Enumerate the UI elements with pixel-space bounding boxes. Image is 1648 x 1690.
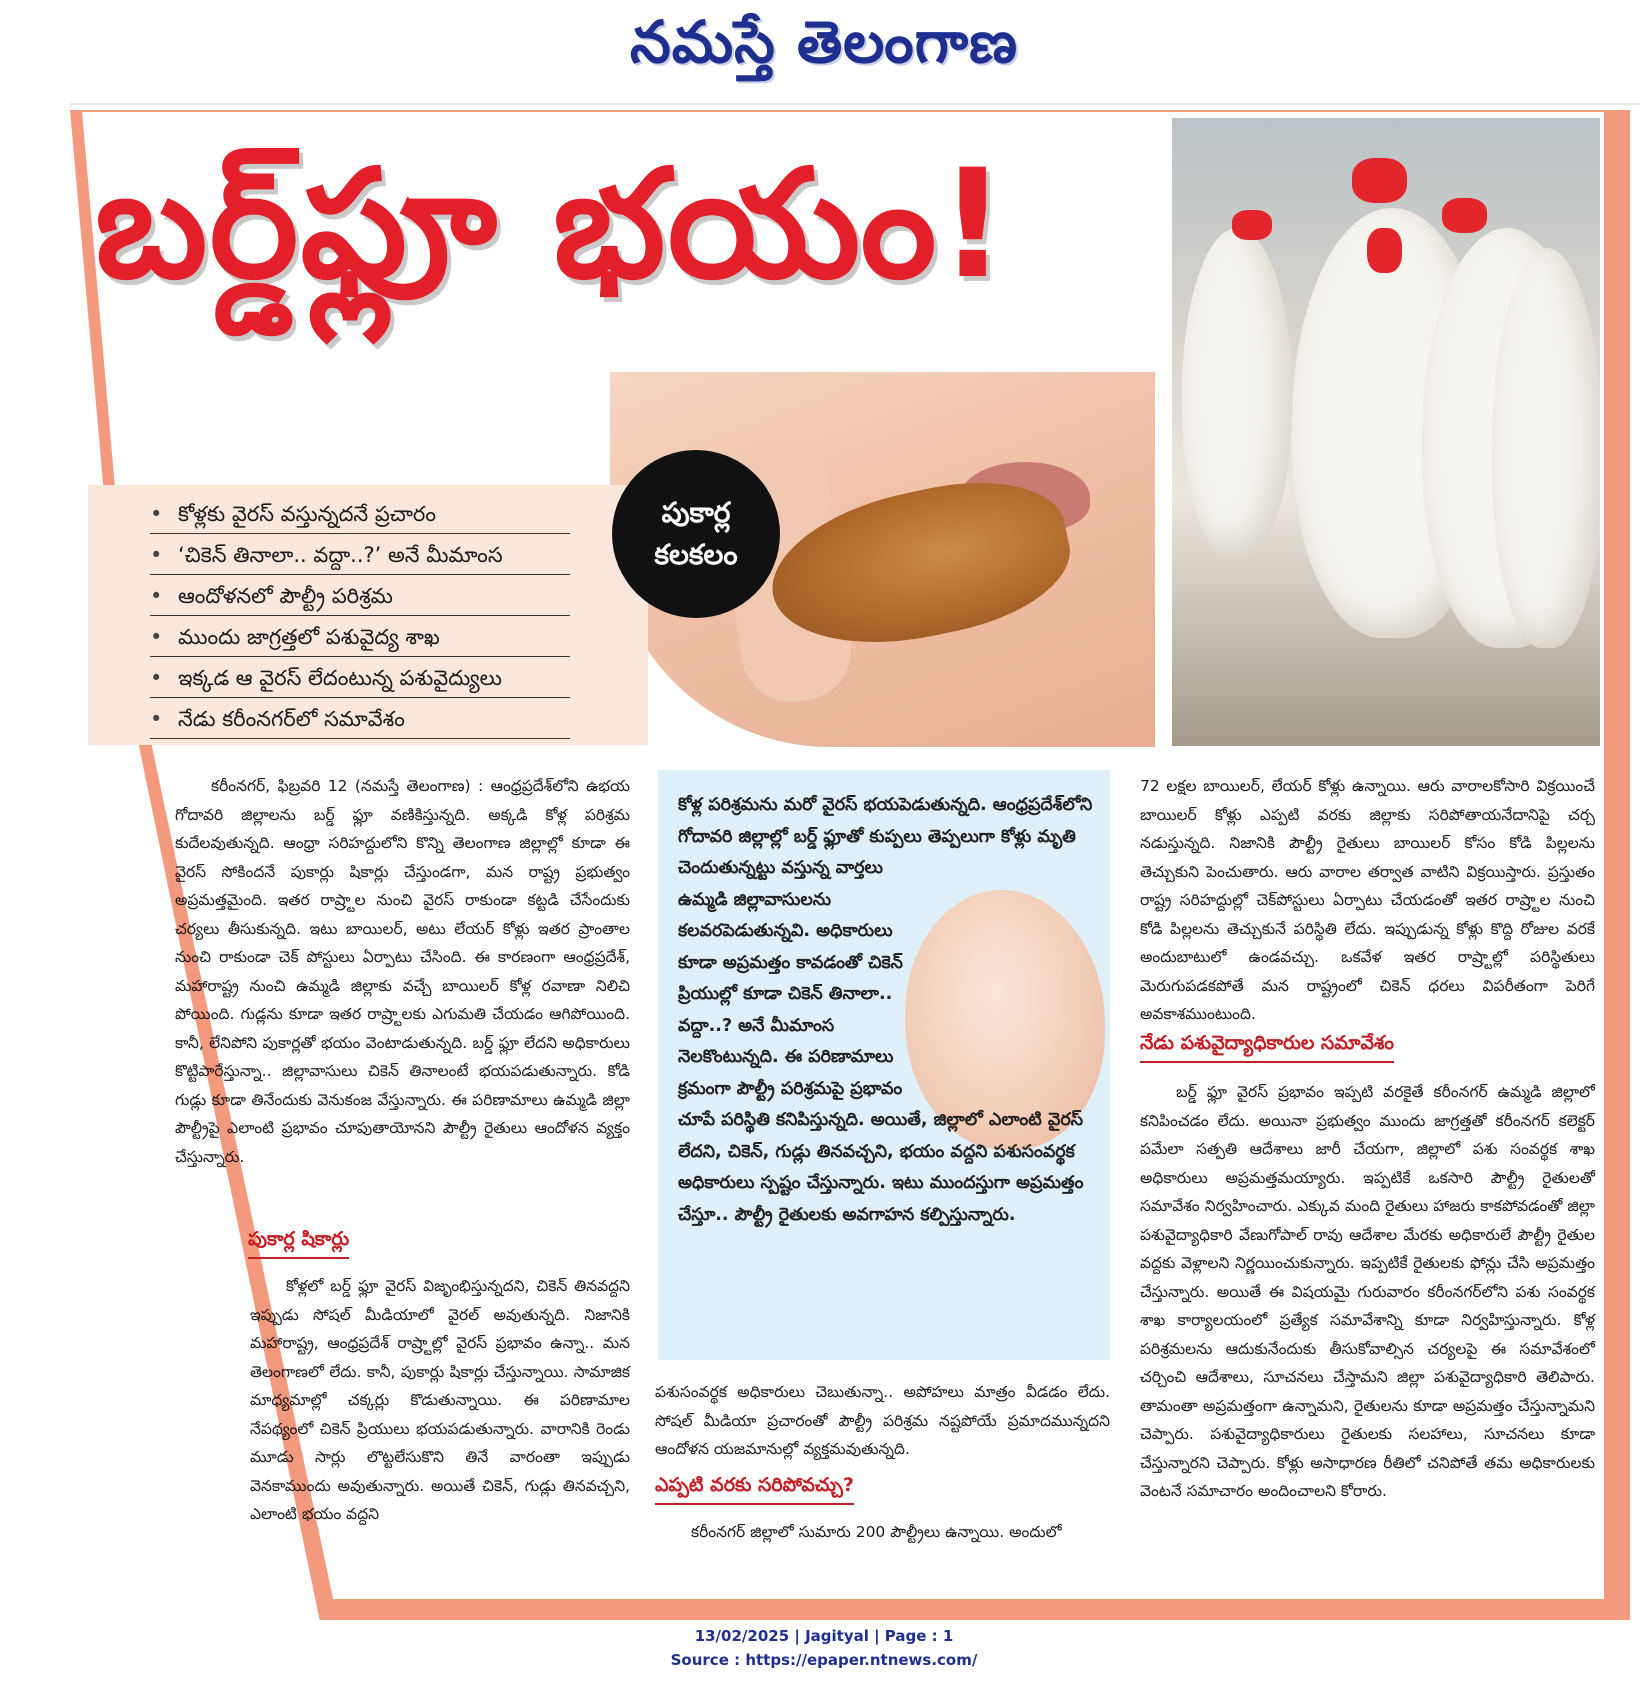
list-item: • ‘చికెన్ తినాలా.. వద్దా..?’ అనే మీమాంస <box>150 536 570 575</box>
column-2-tail-paragraph: కరీంనగర్ జిల్లాలో సుమారు 200 పౌల్ట్రీలు ఉన్నాయి. అందులో <box>691 1523 1062 1541</box>
column-3-bottom <box>1140 1078 1595 1506</box>
badge-line-1: పుకార్ల <box>661 496 731 529</box>
page-footer <box>0 1624 1648 1672</box>
subhead-how-long: ఎప్పటి వరకు సరిపోవచ్చు? <box>655 1474 854 1505</box>
column-2-tail <box>655 1518 1110 1547</box>
lead-paragraph: కరీంనగర్, ఫిబ్రవరి 12 (నమస్తే తెలంగాణ) : ఆంధ్రప్రదేశ్‌లోని ఉభయ గోదావరి జిల్లాలను బర్డ్ ఫ్లూ వణికిస్తున్నది. అక్కడి కోళ్ల పరిశ్రమ కుదేలవుతున్నది. ఆంధ్రా సరిహద్దులోని కొన్ని తెలంగాణ జిల్లాల్లో కూడా ఈ వైరస్ సోకిందనే పుకార్లు షికార్లు చేస్తుండగా, మన రాష్ట్ర ప్రభుత్వం అప్రమత్తమైంది. ఇతర రాష్ర్టాల నుంచి వైరస్ రాకుండా కట్టడి చేసేందుకు చర్యలు తీసుకున్నది. ఇటు బాయిలర్, అటు లేయర్ కోళ్లు ఇతర ప్రాంతాల నుంచి రాకుండా చెక్ పోస్టులు ఏర్పాటు చేసింది. ఈ కారణంగా ఆంధ్రప్రదేశ్, మహారాష్ట్ర నుంచి ఉమ్మడి జిల్లాకు వచ్చే బాయిలర్ కోళ్ల రవాణా నిలిచి పోయింది. గుడ్లను కూడా ఇతర రాష్ర్టాలకు ఎగుమతి చేయడం ఆగిపోయింది. కానీ, లేనిపోని పుకార్లతో భయం వెంటాడుతున్నది. బర్డ్ ఫ్లూ లేదని అధికారులు కొట్టిపారేస్తున్నా.. జిల్లావాసులు చికెన్ తినాలంటే భయపడుతున్నారు. కోడి గుడ్లు కూడా తినేందుకు వెనుకంజ వేస్తున్నారు. ఈ పరిణామాలు ఉమ్మడి జిల్లా పౌల్ట్రీపై ఎలాంటి ప్రభావం చూపుతాయోనని పౌల్ట్రీ రైతులు ఆందోళన వ్యక్తం చేస్తున్నారు. <box>175 777 630 1166</box>
footer-source-line: Source : https://epaper.ntnews.com/ <box>670 1651 978 1669</box>
list-item: • ఇక్కడ ఆ వైరస్ లేదంటున్న పశువైద్యులు <box>150 659 570 698</box>
list-item: • ముందు జాగ్రత్తలో పశువైద్య శాఖ <box>150 618 570 657</box>
meeting-paragraph: బర్డ్ ఫ్లూ వైరస్ ప్రభావం ఇప్పటి వరకైతే కరీంనగర్ ఉమ్మడి జిల్లాలో కనిపించడం లేదు. అయినా ప్రభుత్వం ముందు జాగ్రత్తతో కరీంనగర్ కలెక్టర్ పమేలా సత్పతి ఆదేశాలు జారీ చేయగా, జిల్లాలో పశు సంవర్థక శాఖ అధికారులు అప్రమత్తమయ్యారు. ఇప్పటికే ఒకసారి పౌల్ట్రీ రైతులతో సమావేశం నిర్వహించారు. ఎక్కువ మంది రైతులు హాజరు కాకపోవడంతో జిల్లా పశువైద్యాధికారి వేణుగోపాల్ రావు ఆదేశాల మేరకు అధికారులే పౌల్ట్రీ రైతుల వద్దకు వెళ్లాలని నిర్ణయించుకున్నారు. ఇప్పటికే రైతులకు ఫోన్లు చేసి అప్రమత్తం చేస్తున్నారు. అయితే ఈ విషయమై గురువారం కరీంనగర్‌లోని పశు సంవర్థక శాఖ కార్యాలయంలో ప్రత్యేక సమావేశాన్ని కూడా నిర్వహిస్తున్నారు. కోళ్ల పరిశ్రమలను ఆదుకునేందుకు తీసుకోవాల్సిన చర్యలపై ఈ సమావేశంలో చర్చించి ఆదేశాలు, సూచనలు చేస్తామని జిల్లా పశువైద్యాధికారి తెలిపారు. తామంతా అప్రమత్తంగా ఉన్నామని, రైతులను కూడా అప్రమత్తం చేస్తున్నామని చెప్పారు. పశువైద్యాధికారులు రైతులకు సలహాలు, సూచనలు కూడా చేస్తున్నారని చెప్పారు. కోళ్లు అసాధారణ రీతిలో చనిపోతే తమ అధికారులకు వెంటనే సమాచారం అందించాలని కోరారు. <box>1140 1083 1595 1500</box>
highlights-list <box>150 495 570 741</box>
list-item: • నేడు కరీంనగర్‌లో సమావేశం <box>150 700 570 739</box>
callout-narrow: ఉమ్మడి జిల్లావాసులను కలవరపెడుతున్నవి. అధికారులు కూడా అప్రమత్తం కావడంతో చికెన్ ప్రియుల్లో కూడా చికెన్ తినాలా.. వద్దా..? అనే మీమాంస నెలకొంటున్నది. ఈ పరిణామాలు క్రమంగా పౌల్ట్రీ పరిశ్రమపై ప్రభావం <box>678 889 903 1099</box>
column-1-bottom <box>250 1272 630 1529</box>
top-rule <box>70 103 1640 105</box>
badge-line-2: కలకలం <box>654 538 738 571</box>
subhead-rumors: పుకార్ల షికార్లు <box>248 1228 349 1259</box>
rumor-badge <box>612 450 780 618</box>
headline: బర్డ్‌ఫ్లూ భయం! <box>95 138 1009 312</box>
callout-outro: చూపే పరిస్థితి కనిపిస్తున్నది. అయితే, జిల్లాలో ఎలాంటి వైరస్ లేదని, చికెన్, గుడ్లు తినవచ్చని, భయం వద్దని పశుసంవర్థక అధికారులు స్పష్టం చేస్తున్నారు. ఇటు ముందస్తుగా అప్రమత్తం చేస్తూ.. పౌల్ట్రీ రైతులకు అవగాహన కల్పిస్తున్నారు. <box>678 1110 1084 1225</box>
callout-intro: కోళ్ల పరిశ్రమను మరో వైరస్ భయపెడుతున్నది. ఆంధ్రప్రదేశ్‌లోని గోదావరి జిల్లాల్లో బర్డ్ ఫ్లూతో కుప్పలు తెప్పలుగా కోళ్లు మృతి చెందుతున్నట్టు వస్తున్న వార్తలు <box>678 795 1093 878</box>
rumors-paragraph: కోళ్లలో బర్డ్ ఫ్లూ వైరస్ విజృంభిస్తున్నదని, చికెన్ తినవద్దని ఇప్పుడు సోషల్ మీడియాలో వైరల్ అవుతున్నది. నిజానికి మహారాష్ట్ర, ఆంధ్రప్రదేశ్ రాష్ర్టాల్లో వైరస్ ప్రభావం ఉన్నా.. మన తెలంగాణలో లేదు. కానీ, పుకార్లు షికార్లు చేస్తున్నాయి. సామాజిక మాధ్యమాల్లో చక్కర్లు కొడుతున్నాయి. ఈ పరిణామాల నేపథ్యంలో చికెన్ ప్రియులు భయపడుతున్నారు. వారానికి రెండు మూడు సార్లు లొట్టలేసుకొని తినే వారంతా ఇప్పుడు వెనకాముందు అవుతున్నారు. అయితే చికెన్, గుడ్లు తినవచ్చని, ఎలాంటి భయం వద్దని <box>250 1277 630 1523</box>
callout-text <box>678 790 1098 1231</box>
column-2-paragraph: పశుసంవర్థక అధికారులు చెబుతున్నా.. అపోహలు మాత్రం వీడడం లేదు. సోషల్ మీడియా ప్రచారంతో పౌల్ట్రీ పరిశ్రమ నష్టపోయే ప్రమాదమున్నదని ఆందోళన యజమానుల్లో వ్యక్తమవుతున్నది. <box>655 1383 1110 1458</box>
list-item: • ఆందోళనలో పౌల్ట్రీ పరిశ్రమ <box>150 577 570 616</box>
column-2-bottom <box>655 1378 1110 1464</box>
column-3-top <box>1140 772 1595 1029</box>
column-3-paragraph: 72 లక్షల బాయిలర్, లేయర్ కోళ్లు ఉన్నాయి. ఆరు వారాలకోసారి విక్రయించే బాయిలర్ కోళ్లు ఎప్పటి వరకు జిల్లాకు సరిపోతాయనేదానిపై చర్చ నడుస్తున్నది. నిజానికి పౌల్ట్రీ రైతులు బాయిలర్ కోసం కోడి పిల్లలను తెచ్చుకుని పెంచుతారు. ఆరు వారాల తర్వాత వాటిని విక్రయిస్తారు. ప్రస్తుతం రాష్ట్ర సరిహద్దుల్లో చెక్‌పోస్టులు ఏర్పాటు చేయడంతో ఇతర రాష్ర్టాల నుంచి కోడి పిల్లలను తెచ్చుకునే పరిస్థితి లేదు. ఇప్పుడున్న కోళ్లు కొద్ది రోజుల వరకే అందుబాటులో ఉండవచ్చు. ఒకవేళ ఇతర రాష్ర్టాల్లో పరిస్థితులు మెరుగుపడకపోతే మన రాష్ట్రంలో చికెన్ ధరలు విపరీతంగా పెరిగే అవకాశముంటుంది. <box>1140 777 1595 1023</box>
column-1-top <box>175 772 630 1171</box>
hens-photo <box>1172 118 1600 746</box>
list-item: • కోళ్లకు వైరస్ వస్తున్నదనే ప్రచారం <box>150 495 570 534</box>
masthead-logo: నమస్తే తెలంగాణ <box>630 8 1018 76</box>
footer-date-line: 13/02/2025 | Jagityal | Page : 1 <box>694 1627 954 1645</box>
subhead-meeting: నేడు పశువైద్యాధికారుల సమావేశం <box>1140 1032 1394 1063</box>
